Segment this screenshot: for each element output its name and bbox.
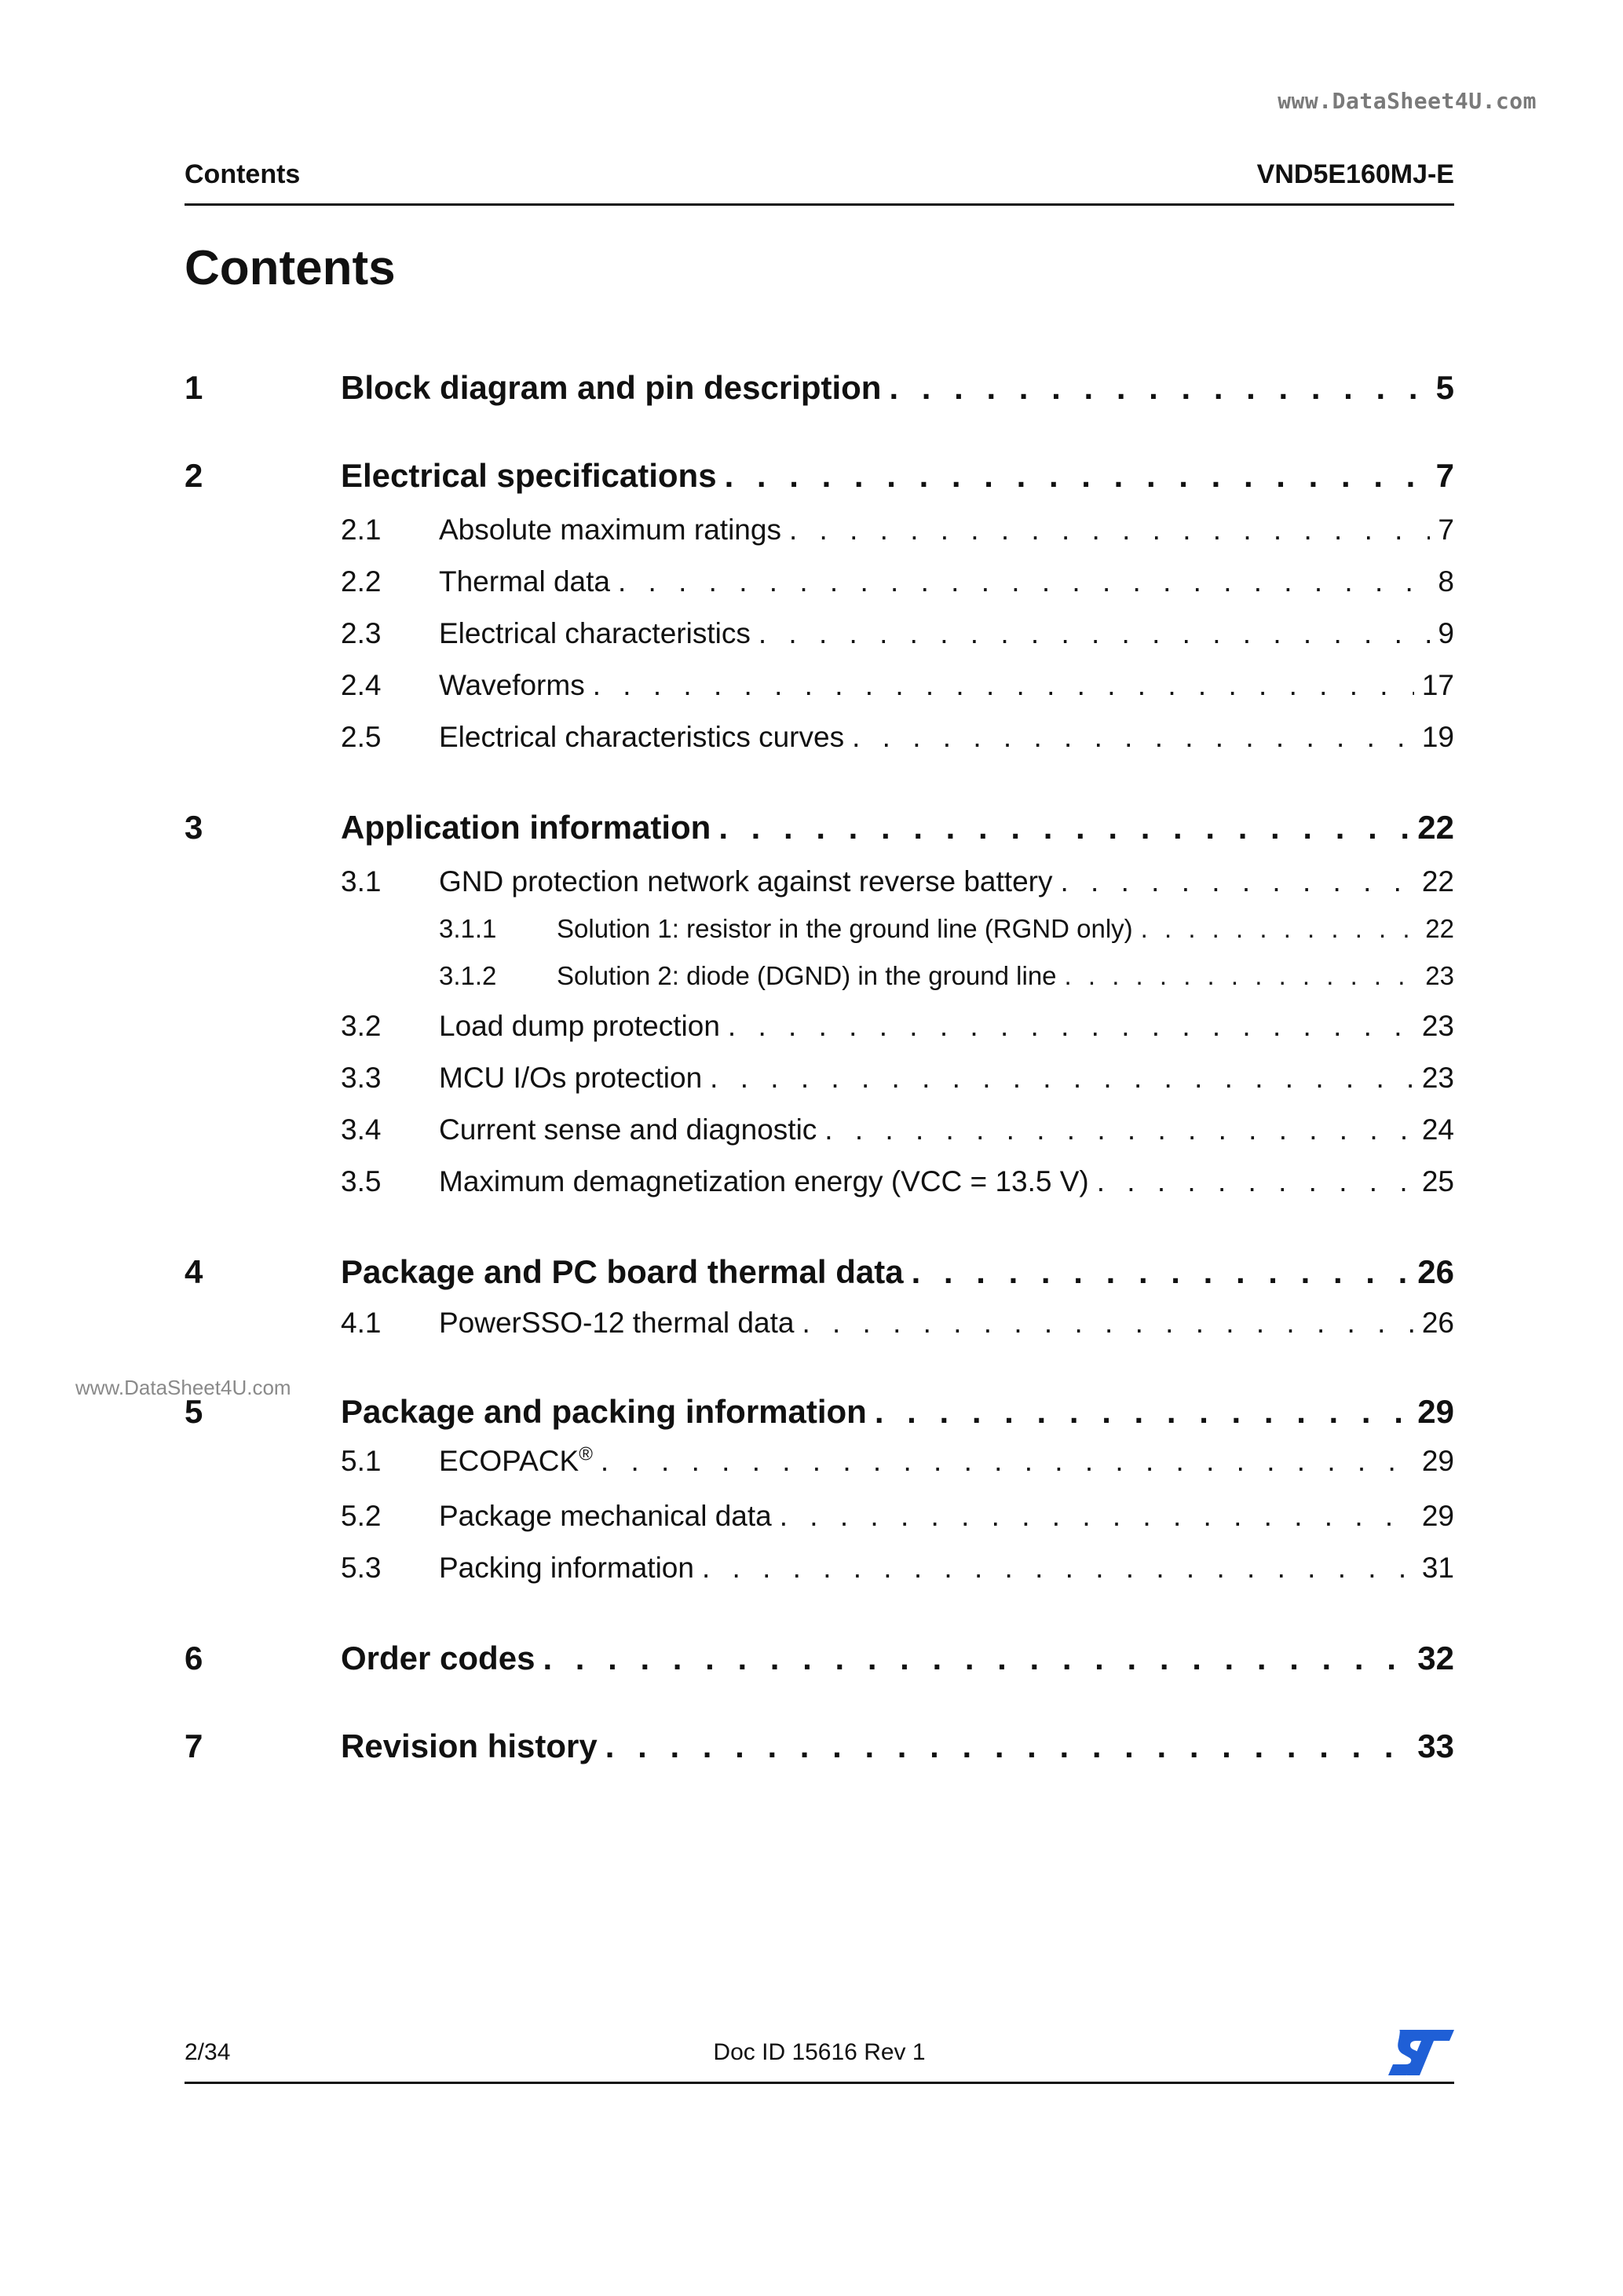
toc-entry-number: 5.2 — [341, 1500, 382, 1532]
footer-doc-id: Doc ID 15616 Rev 1 — [713, 2039, 926, 2065]
toc-entry-title — [557, 914, 1133, 944]
toc-entry-title-text: Maximum demagnetization energy (VCC = 13.5 V) — [439, 1165, 1089, 1197]
toc-entry-body — [439, 1307, 1454, 1340]
toc-entry-page: 32 — [1417, 1640, 1454, 1676]
toc-entry-title-text: PowerSSO-12 thermal data — [439, 1307, 795, 1339]
toc-leader-dots — [718, 809, 1409, 846]
toc-leader-dots — [605, 1727, 1410, 1765]
toc-entry-title-text: Electrical characteristics — [439, 617, 751, 649]
toc-entry-number: 5.3 — [341, 1552, 382, 1584]
toc-entry-title-text: Block diagram and pin description — [341, 369, 882, 406]
toc-entry-number: 2.3 — [341, 617, 382, 649]
toc-entry-page: 23 — [1421, 1062, 1454, 1094]
watermark-side: www.DataSheet4U.com — [75, 1376, 291, 1399]
toc-entry-body — [557, 914, 1454, 944]
toc-entry-title-text: Order codes — [341, 1640, 536, 1676]
toc-entry-number: 2 — [185, 457, 203, 494]
toc-entry-title-text: Load dump protection — [439, 1010, 720, 1042]
toc-entry-title-text: Application information — [341, 809, 711, 846]
toc-entry-title — [439, 1445, 593, 1478]
toc-entry-number: 7 — [185, 1727, 203, 1764]
toc-entry-title-text: Waveforms — [439, 669, 585, 701]
toc-entry-number: 3.2 — [341, 1010, 382, 1042]
toc-entry-page: 29 — [1417, 1393, 1454, 1430]
toc-leader-dots — [824, 1113, 1414, 1146]
toc-leader-dots — [725, 457, 1428, 495]
toc-entry-body — [341, 1640, 1454, 1677]
toc-entry-title — [341, 369, 881, 407]
toc-entry-title — [439, 1165, 1089, 1198]
toc-entry-body — [439, 721, 1454, 754]
toc-entry-body — [341, 457, 1454, 495]
toc-entry-title — [439, 1552, 694, 1585]
toc-entry-number: 1 — [185, 369, 203, 406]
toc-entry-title-text: GND protection network against reverse battery — [439, 865, 1053, 898]
toc-entry-title — [341, 1640, 535, 1677]
toc-entry-body — [439, 1165, 1454, 1198]
toc-entry-page: 17 — [1421, 669, 1454, 701]
toc-leader-dots — [780, 1500, 1414, 1533]
toc-leader-dots — [618, 565, 1430, 598]
toc-entry-title-text: Package and packing information — [341, 1393, 867, 1430]
toc-entry-title — [341, 1393, 867, 1431]
toc-entry-page: 33 — [1417, 1727, 1454, 1764]
toc-entry-title-text: Solution 2: diode (DGND) in the ground line — [557, 961, 1057, 990]
toc-entry-number: 2.1 — [341, 514, 382, 546]
toc-entry-page: 31 — [1421, 1552, 1454, 1584]
toc-entry-title — [439, 514, 781, 547]
toc-entry-title — [439, 1113, 817, 1146]
toc-entry-body — [439, 565, 1454, 598]
toc-leader-dots — [789, 514, 1430, 547]
toc-entry-body — [439, 1500, 1454, 1533]
toc-entry-title-text: Revision history — [341, 1727, 598, 1764]
toc-entry-title-text: Thermal data — [439, 565, 610, 598]
toc-entry-page: 26 — [1421, 1307, 1454, 1339]
toc-entry-page: 23 — [1425, 961, 1454, 990]
toc-entry-number: 2.5 — [341, 721, 382, 753]
toc-entry-number: 3.3 — [341, 1062, 382, 1094]
toc-entry-number: 3.4 — [341, 1113, 382, 1146]
toc-entry-body — [341, 1393, 1454, 1431]
toc-entry-title — [439, 617, 751, 650]
toc-leader-dots — [593, 669, 1414, 702]
toc-entry-body — [439, 1552, 1454, 1585]
toc-entry-page: 25 — [1421, 1165, 1454, 1197]
toc-leader-dots — [710, 1062, 1414, 1095]
toc-leader-dots — [1060, 865, 1413, 898]
toc-entry-number: 3 — [185, 809, 203, 846]
toc-entry-title — [341, 457, 717, 495]
toc-entry-number: 5 — [185, 1393, 203, 1430]
toc-entry-title — [341, 1727, 598, 1765]
toc-entry-number: 2.4 — [341, 669, 382, 701]
toc-entry-number: 4.1 — [341, 1307, 382, 1339]
toc-entry-page: 5 — [1435, 369, 1454, 406]
toc-leader-dots — [758, 617, 1431, 650]
page-footer — [185, 2038, 1454, 2084]
toc-entry-title-text: Current sense and diagnostic — [439, 1113, 817, 1146]
toc-entry-body — [341, 1253, 1454, 1291]
toc-entry-page: 7 — [1435, 457, 1454, 494]
toc-entry-number: 3.1 — [341, 865, 382, 898]
toc-entry-title — [439, 565, 610, 598]
toc-entry-title — [439, 865, 1052, 898]
toc-entry-title-text: Electrical specifications — [341, 457, 717, 494]
toc-leader-dots — [1097, 1165, 1414, 1198]
footer-page-number: 2/34 — [185, 2039, 231, 2065]
toc-entry-title-text: ECOPACK — [439, 1445, 579, 1477]
toc-entry-title — [439, 721, 844, 754]
toc-entry-number: 4 — [185, 1253, 203, 1290]
toc-entry-page: 24 — [1421, 1113, 1454, 1146]
toc-entry-title-text: Solution 1: resistor in the ground line (RGND only) — [557, 914, 1133, 943]
toc-entry-body — [439, 1010, 1454, 1043]
table-of-contents — [185, 0, 1454, 2296]
toc-entry-body — [341, 369, 1454, 407]
toc-leader-dots — [802, 1307, 1413, 1340]
toc-entry-page: 22 — [1417, 809, 1454, 846]
toc-entry-title-text: MCU I/Os protection — [439, 1062, 703, 1094]
toc-entry-page: 26 — [1417, 1253, 1454, 1290]
toc-entry-title-text: Packing information — [439, 1552, 694, 1584]
toc-entry-body — [439, 865, 1454, 898]
toc-entry-title-text: Package mechanical data — [439, 1500, 772, 1532]
toc-entry-page: 22 — [1425, 914, 1454, 943]
toc-entry-title — [439, 669, 585, 702]
toc-entry-title — [557, 961, 1057, 991]
toc-entry-number: 3.1.1 — [439, 914, 497, 943]
toc-leader-dots — [889, 369, 1427, 407]
toc-entry-title — [439, 1500, 772, 1533]
toc-entry-body — [439, 617, 1454, 650]
registered-mark: ® — [579, 1443, 593, 1465]
toc-entry-number: 5.1 — [341, 1445, 382, 1477]
toc-entry-body — [439, 1113, 1454, 1146]
toc-entry-body — [341, 1727, 1454, 1765]
toc-leader-dots — [728, 1010, 1414, 1043]
toc-entry-title-text: Package and PC board thermal data — [341, 1253, 904, 1290]
toc-entry-title — [439, 1307, 794, 1340]
toc-entry-page: 29 — [1421, 1445, 1454, 1477]
toc-leader-dots — [1065, 961, 1418, 991]
page-title: Contents — [185, 241, 396, 295]
toc-entry-number: 6 — [185, 1640, 203, 1676]
toc-leader-dots — [875, 1393, 1409, 1431]
toc-entry-page: 19 — [1421, 721, 1454, 753]
toc-leader-dots — [1141, 914, 1418, 944]
toc-entry-page: 7 — [1438, 514, 1454, 546]
toc-leader-dots — [702, 1552, 1414, 1585]
header-part-number: VND5E160MJ-E — [1256, 159, 1454, 189]
st-logo-icon — [1388, 2028, 1454, 2077]
toc-entry-body — [439, 669, 1454, 702]
toc-entry-body — [439, 1062, 1454, 1095]
toc-entry-title — [439, 1010, 720, 1043]
toc-entry-title-text: Absolute maximum ratings — [439, 514, 781, 546]
toc-entry-number: 3.1.2 — [439, 961, 497, 990]
toc-entry-body — [557, 961, 1454, 991]
toc-leader-dots — [601, 1445, 1414, 1478]
toc-entry-body — [439, 1445, 1454, 1478]
toc-entry-page: 23 — [1421, 1010, 1454, 1042]
toc-entry-title — [341, 1253, 904, 1291]
toc-leader-dots — [912, 1253, 1410, 1291]
toc-leader-dots — [852, 721, 1414, 754]
toc-entry-page: 8 — [1438, 565, 1454, 598]
toc-entry-page: 9 — [1438, 617, 1454, 649]
toc-entry-title — [341, 809, 711, 846]
header-section: Contents — [185, 159, 301, 189]
toc-entry-title-text: Electrical characteristics curves — [439, 721, 845, 753]
toc-entry-body — [439, 514, 1454, 547]
toc-entry-page: 22 — [1421, 865, 1454, 898]
toc-entry-number: 3.5 — [341, 1165, 382, 1197]
watermark-top: www.DataSheet4U.com — [1278, 88, 1537, 114]
toc-entry-number: 2.2 — [341, 565, 382, 598]
toc-entry-body — [341, 809, 1454, 846]
toc-entry-title — [439, 1062, 702, 1095]
toc-leader-dots — [543, 1640, 1409, 1677]
toc-entry-page: 29 — [1421, 1500, 1454, 1532]
